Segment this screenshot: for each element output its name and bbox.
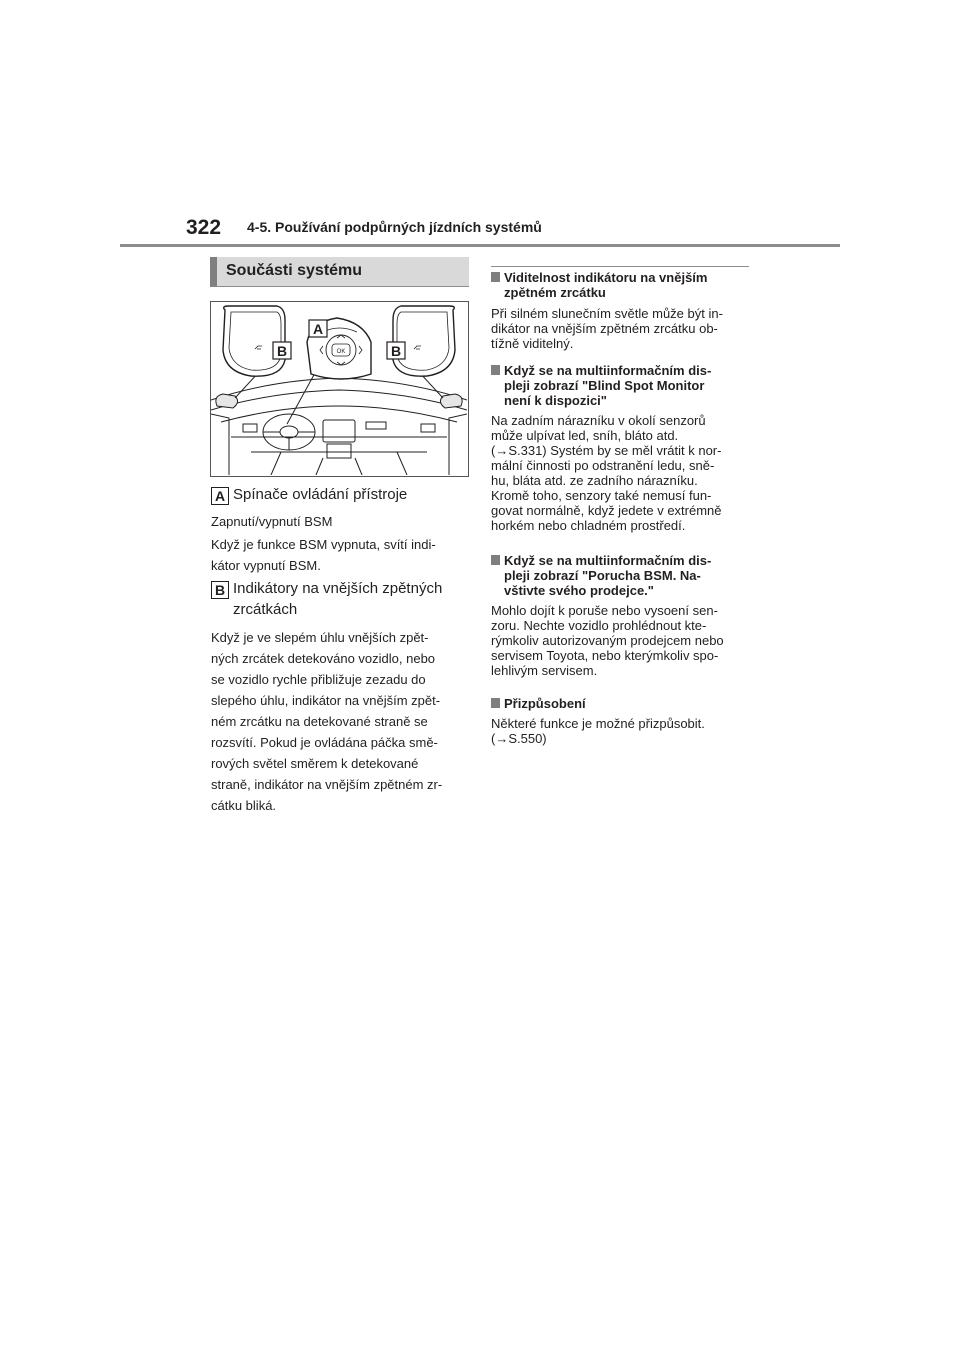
- item-b-line: cátku bliká.: [211, 798, 277, 813]
- item-a-title: Spínače ovládání přístroje: [233, 486, 408, 503]
- item-b-line: rových světel směrem k detekované: [211, 756, 419, 771]
- dashboard-illustration-svg: [211, 302, 467, 475]
- ok-button-label: OK: [336, 349, 346, 355]
- callout-b-right: B: [390, 343, 402, 359]
- item-b-line: ných zrcátek detekováno vozidlo, nebo: [211, 651, 436, 666]
- paragraph-malfunction: Mohlo dojít k poruše nebo vysoení sen- zoru. Nechte vozidlo prohlédnout kte- rýmkoliv autorizovaným prodejcem nebo servisem Toyota, nebo kterýmkoliv spo- lehlivým servisem.: [491, 603, 724, 678]
- page-number: 322: [186, 216, 222, 239]
- subheading-malfunction: Když se na multiinformačním dis- pleji zobrazí "Porucha BSM. Na- vštivte svého prodejce.": [491, 553, 753, 598]
- square-bullet-icon: [491, 365, 500, 375]
- chapter-title: 4-5. Používání podpůrných jízdních systémů: [247, 219, 542, 235]
- paragraph-customization: Některé funkce je možné přizpůsobit. (→S.550): [491, 716, 705, 746]
- item-b-title-line-1: Indikátory na vnějších zpětných: [233, 580, 443, 597]
- item-b-line: rozsvítí. Pokud je ovládána páčka smě-: [211, 735, 438, 750]
- subheading-unavailable: Když se na multiinformačním dis- pleji zobrazí "Blind Spot Monitor není k dispozici": [491, 363, 753, 408]
- subheading-customization: Přizpůsobení: [491, 696, 753, 711]
- square-bullet-icon: [491, 698, 500, 708]
- callout-b-left: B: [276, 343, 288, 359]
- item-a-line-2: Když je funkce BSM vypnuta, svítí indi-: [211, 537, 436, 552]
- item-b-line: Když je ve slepém úhlu vnějších zpět-: [211, 630, 429, 645]
- paragraph-unavailable: Na zadním nárazníku v okolí senzorů může ulpívat led, sníh, bláto atd. (→S.331) Systém by se měl vrátit k nor- mální činnosti po odstranění ledu, sně- hu, bláta atd. ze zadního nárazníku. Kromě toho, senzory také nemusí fun- govat normálně, když jedete v extrémně horkém nebo chladném prostředí.: [491, 413, 722, 533]
- paragraph-visibility: Při silném slunečním světle může být in- dikátor na vnějším zpětném zrcátku ob- tížně viditelný.: [491, 306, 723, 351]
- callout-a: A: [312, 321, 324, 337]
- section-heading-text: Součásti systému: [226, 262, 363, 279]
- item-b-letter-box: B: [211, 581, 229, 599]
- item-a-letter-box: A: [211, 487, 229, 505]
- item-b-line: slepého úhlu, indikátor na vnějším zpět-: [211, 693, 441, 708]
- item-b-line: straně, indikátor na vnějším zpětném zr-: [211, 777, 443, 792]
- subheading-visibility: Viditelnost indikátoru na vnějším zpětném zrcátku: [491, 270, 753, 300]
- item-b-line: se vozidlo rychle přibližuje zezadu do: [211, 672, 426, 687]
- section-heading: [210, 257, 469, 287]
- square-bullet-icon: [491, 555, 500, 565]
- item-b-line: ném zrcátku na detekované straně se: [211, 714, 428, 729]
- item-a-line-1: Zapnutí/vypnutí BSM: [211, 514, 333, 529]
- header-divider: [120, 244, 840, 247]
- item-b-title-line-2: zrcátkách: [233, 601, 298, 618]
- square-bullet-icon: [491, 272, 500, 282]
- dashboard-illustration: [210, 301, 469, 477]
- item-a-line-3: kátor vypnutí BSM.: [211, 558, 321, 573]
- right-column-divider: [491, 266, 749, 267]
